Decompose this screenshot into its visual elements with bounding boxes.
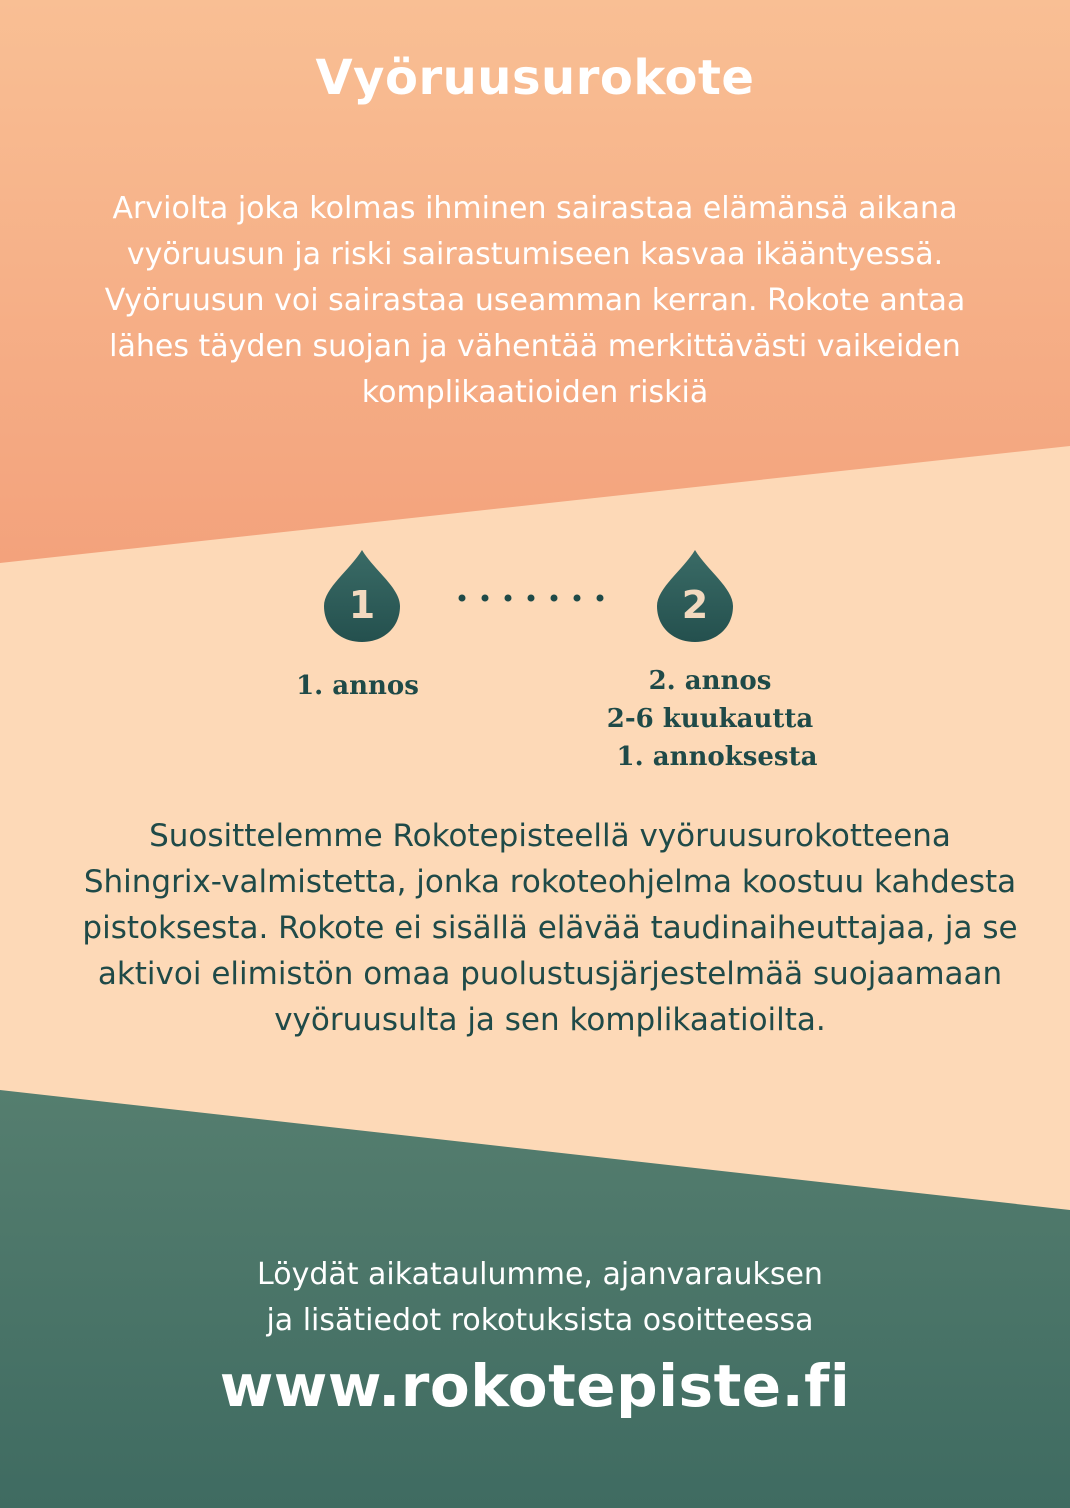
step-2-number: 2 xyxy=(681,583,709,627)
intro-paragraph: Arviolta joka kolmas ihminen sairastaa elämänsä aikana vyöruusun ja riski sairastumiseen kasvaa ikääntyessä. Vyöruusun voi sairastaa useamman kerran. Rokote antaa lähes täyden suojan ja vähentää merkittävästi vaikeiden komplikaatioiden riskiä xyxy=(104,191,966,410)
website-link[interactable]: www.rokotepiste.fi xyxy=(219,1352,851,1420)
step-2-label-line-1: 2. annos xyxy=(648,666,772,696)
step-1-drop-icon xyxy=(322,548,402,644)
step-1-number: 1 xyxy=(348,583,376,627)
step-2-label xyxy=(560,662,860,776)
step-2-drop-icon xyxy=(655,548,735,644)
step-1-label: 1. annos xyxy=(296,671,419,701)
footer-line-2: ja lisätiedot rokotuksista osoitteessa xyxy=(266,1303,814,1338)
step-2-label-line-3: 1. annoksesta xyxy=(616,742,818,772)
step-2-label-line-2: 2-6 kuukautta xyxy=(606,704,814,734)
footer-text xyxy=(110,1252,970,1344)
page-title: Vyöruusurokote xyxy=(315,50,755,106)
dotted-connector xyxy=(448,588,614,608)
footer-line-1: Löydät aikataulumme, ajanvarauksen xyxy=(257,1257,823,1292)
body-paragraph: Suosittelemme Rokotepisteellä vyöruusurokotteena Shingrix-valmistetta, jonka rokoteohjelma koostuu kahdesta pistoksesta. Rokote ei sisällä elävää taudinaiheuttajaa, ja se aktivoi elimistön omaa puolustusjärjestelmää suojaamaan vyöruusulta ja sen komplikaatioilta. xyxy=(82,818,1018,1038)
